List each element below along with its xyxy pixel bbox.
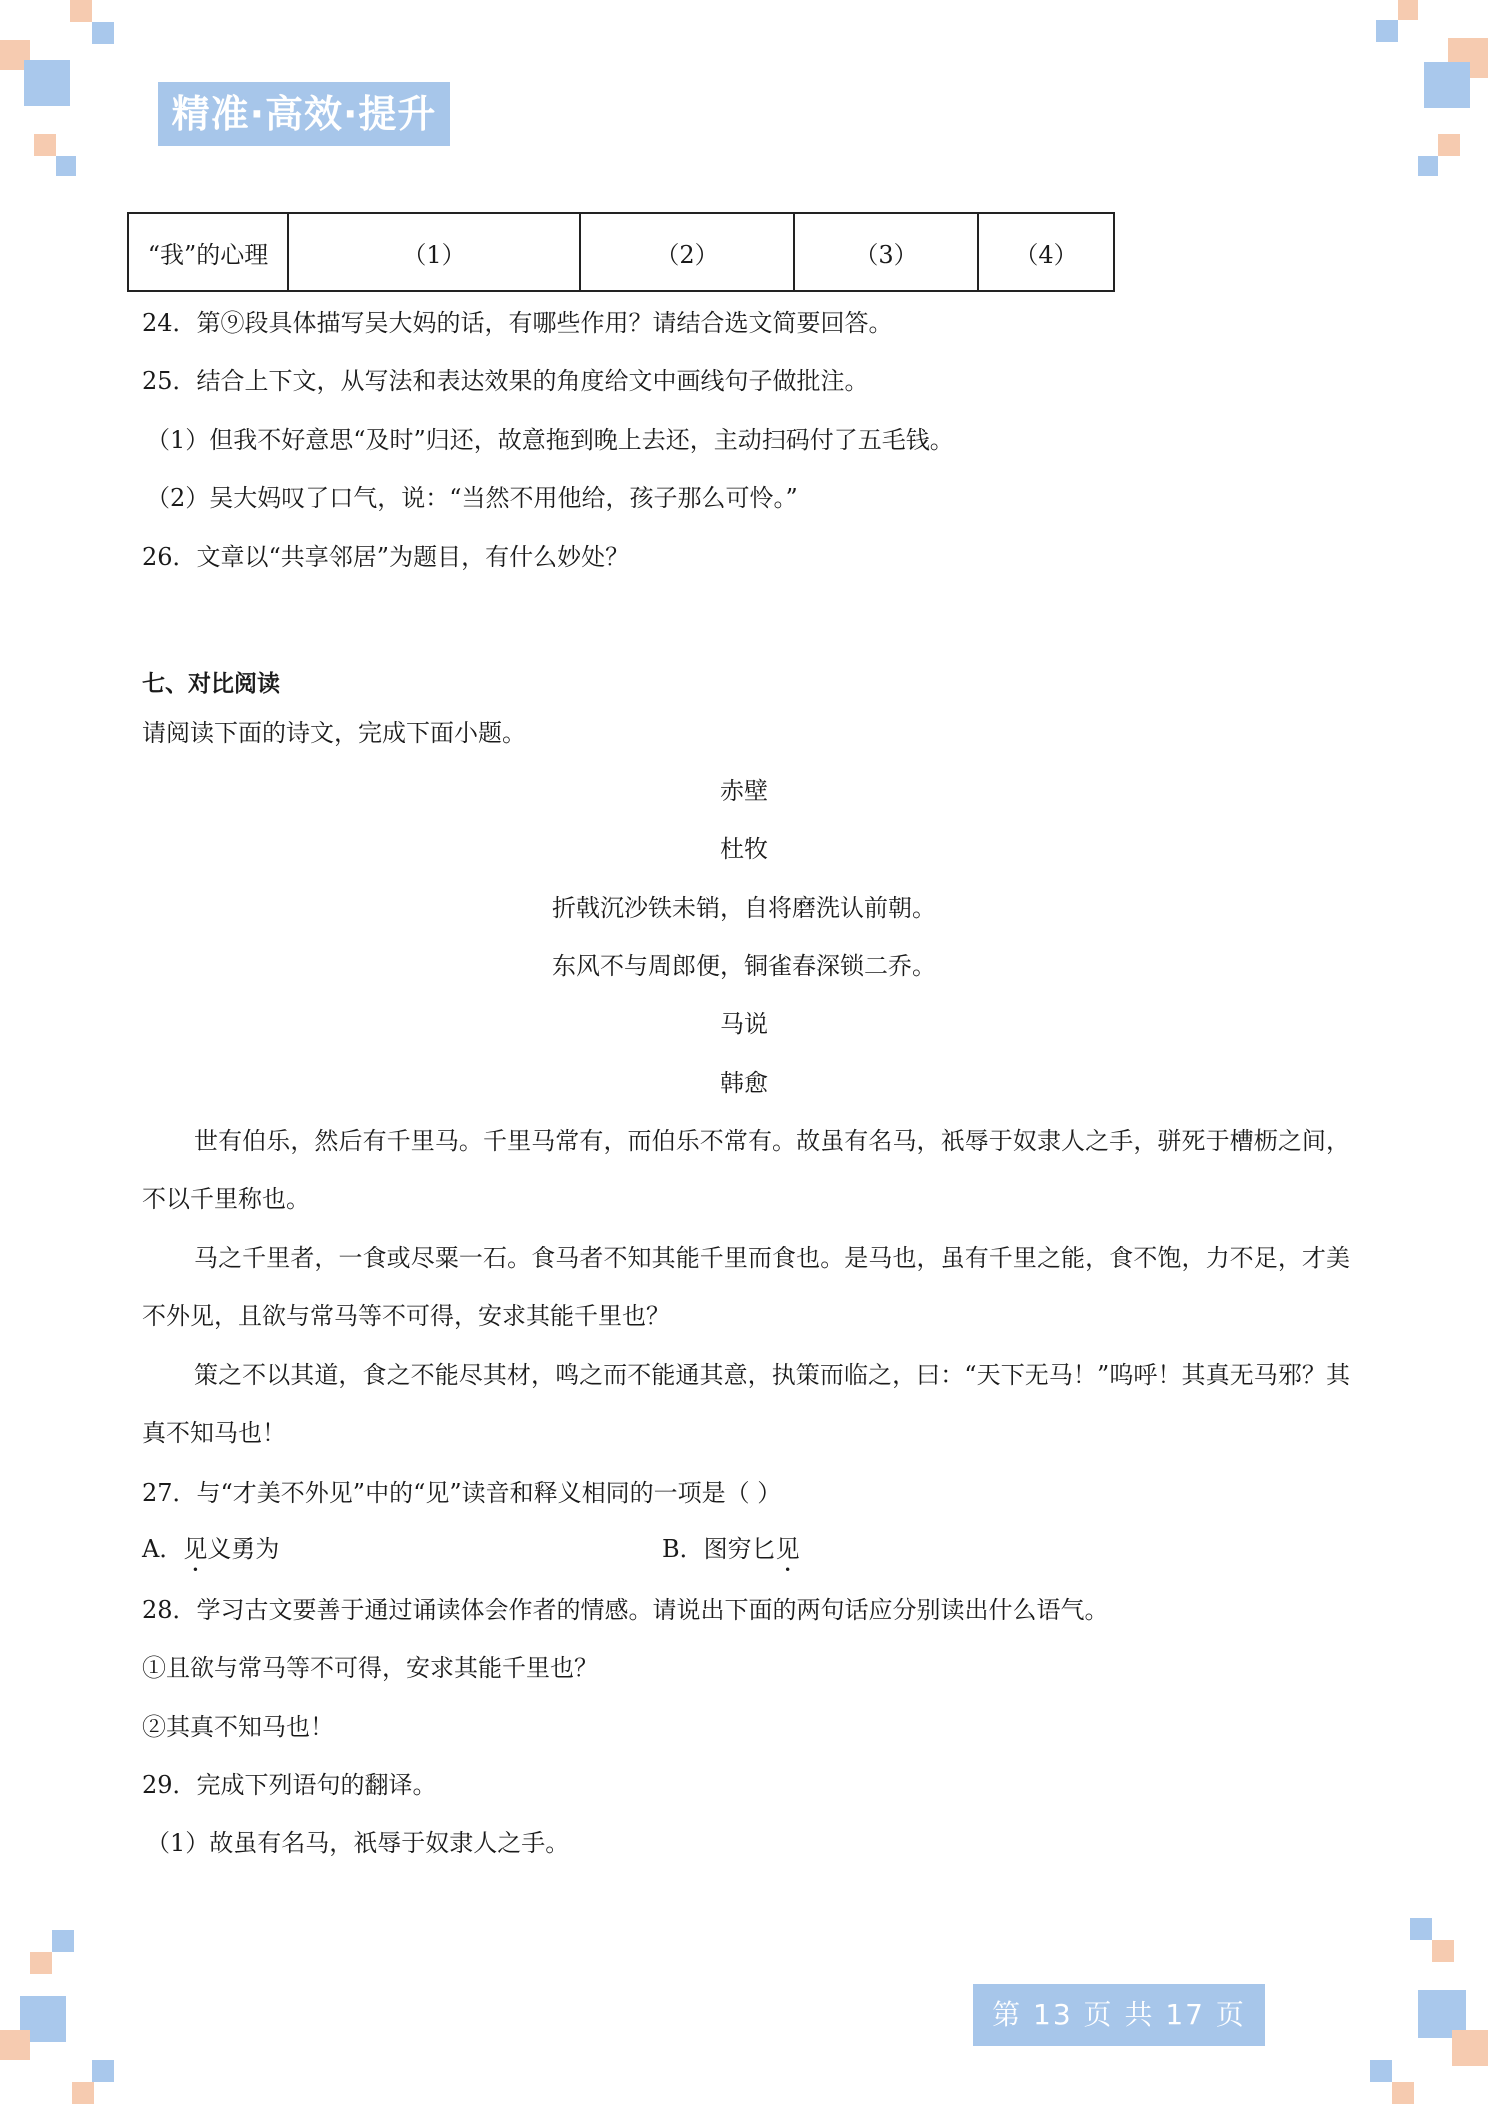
table-row bbox=[128, 213, 1114, 291]
poem-title: 赤壁 bbox=[720, 777, 768, 805]
option-text-before: 图穷匕 bbox=[703, 1535, 776, 1563]
emphasized-character: 见 bbox=[183, 1535, 208, 1563]
section-heading: 七、对比阅读 bbox=[142, 671, 280, 697]
option-label: A． bbox=[142, 1535, 184, 1563]
essay-author: 韩愈 bbox=[720, 1069, 768, 1097]
poem-line: 东风不与周郎便，铜雀春深锁二乔。 bbox=[552, 952, 936, 980]
essay-title: 马说 bbox=[720, 1010, 768, 1038]
question-25-part-2: （2）吴大妈叹了口气，说：“当然不用他给，孩子那么可怜。” bbox=[146, 484, 798, 512]
table-cell: （2） bbox=[580, 213, 794, 291]
question-28-item-1: ①且欲与常马等不可得，安求其能千里也？ bbox=[142, 1654, 598, 1682]
poem-author: 杜牧 bbox=[720, 835, 768, 863]
question-27: 27．与“才美不外见”中的“见”读音和释义相同的一项是（ ） bbox=[142, 1479, 782, 1507]
emphasized-character: 见 bbox=[775, 1535, 800, 1563]
essay-paragraph: 策之不以其道，食之不能尽其材，鸣之而不能通其意，执策而临之，曰：“天下无马！”呜呼！其真无马邪？其真不知马也！ bbox=[142, 1361, 1350, 1447]
section-instruction: 请阅读下面的诗文，完成下面小题。 bbox=[142, 719, 526, 747]
psychology-table bbox=[127, 212, 1115, 292]
question-26: 26．文章以“共享邻居”为题目，有什么妙处？ bbox=[142, 543, 630, 571]
page-number: 第 13 页 共 17 页 bbox=[973, 1984, 1265, 2046]
table-cell: （1） bbox=[288, 213, 580, 291]
question-28: 28．学习古文要善于通过诵读体会作者的情感。请说出下面的两句话应分别读出什么语气。 bbox=[142, 1596, 1109, 1624]
question-24: 24．第⑨段具体描写吴大妈的话，有哪些作用？请结合选文简要回答。 bbox=[142, 309, 893, 337]
header-banner: 精准·高效·提升 bbox=[158, 82, 450, 146]
essay-paragraph: 世有伯乐，然后有千里马。千里马常有，而伯乐不常有。故虽有名马，祇辱于奴隶人之手，骈死于槽枥之间，不以千里称也。 bbox=[142, 1127, 1350, 1213]
question-27-option-b bbox=[662, 1532, 800, 1577]
table-row-label: “我”的心理 bbox=[128, 213, 288, 291]
option-text-after: 义勇为 bbox=[207, 1535, 280, 1563]
question-25: 25．结合上下文，从写法和表达效果的角度给文中画线句子做批注。 bbox=[142, 367, 869, 395]
question-29: 29．完成下列语句的翻译。 bbox=[142, 1771, 437, 1799]
table-cell: （3） bbox=[794, 213, 978, 291]
question-27-option-a bbox=[142, 1532, 279, 1577]
question-29-part-1: （1）故虽有名马，祇辱于奴隶人之手。 bbox=[146, 1829, 570, 1857]
option-label: B． bbox=[662, 1535, 704, 1563]
essay-paragraph: 马之千里者，一食或尽粟一石。食马者不知其能千里而食也。是马也，虽有千里之能，食不饱，力不足，才美不外见，且欲与常马等不可得，安求其能千里也？ bbox=[142, 1244, 1350, 1330]
question-28-item-2: ②其真不知马也！ bbox=[142, 1713, 334, 1741]
poem-line: 折戟沉沙铁未销，自将磨洗认前朝。 bbox=[552, 894, 936, 922]
question-25-part-1: （1）但我不好意思“及时”归还，故意拖到晚上去还，主动扫码付了五毛钱。 bbox=[146, 426, 954, 454]
table-cell: （4） bbox=[978, 213, 1114, 291]
